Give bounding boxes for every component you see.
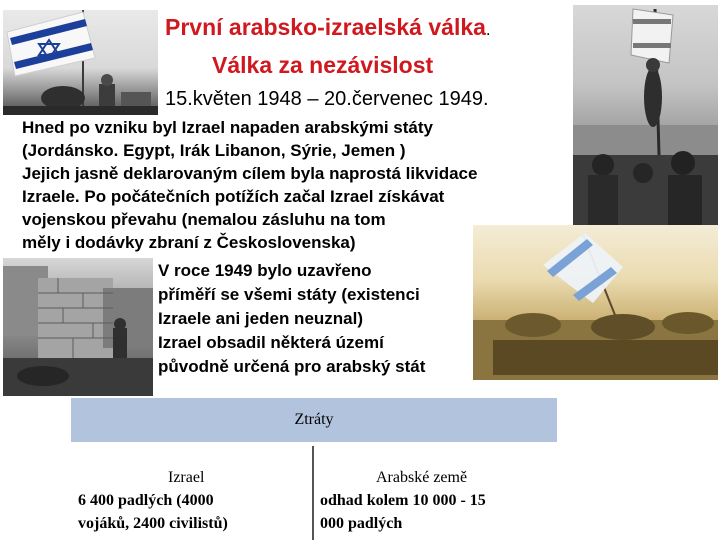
arab-losses-cell [320, 466, 486, 535]
body-line: Izraele ani jeden neuznal) [158, 309, 364, 328]
body-line: příměří se všemi státy (existenci [158, 285, 420, 304]
arab-losses-line: 000 padlých [320, 515, 403, 532]
flag-raising-photo [573, 5, 718, 230]
israel-losses-line: vojáků, 2400 civilistů) [78, 515, 228, 532]
body-line: Izraele. Po počátečních potížích začal Izrael získávat [22, 187, 445, 206]
title-period: . [485, 20, 491, 39]
desert-convoy-flag-photo [473, 225, 718, 380]
body-line: V roce 1949 bylo uzavřeno [158, 261, 372, 280]
body-line: (Jordánsko. Egypt, Irák Libanon, Sýrie, Jemen ) [22, 141, 406, 160]
arab-heading: Arabské země [376, 469, 468, 486]
losses-table-header [71, 398, 557, 442]
israel-losses-cell [78, 466, 228, 535]
stone-ruins-soldiers-photo [3, 258, 153, 396]
date-range: 15.květen 1948 – 20.červenec 1949. [165, 88, 489, 110]
israeli-flag-soldiers-photo [3, 10, 158, 115]
arab-losses-line: odhad kolem 10 000 - 15 [320, 492, 486, 509]
subtitle: Válka za nezávislost [212, 52, 434, 78]
table-column-divider [312, 446, 314, 540]
main-title-text: První arabsko-izraelská válka [165, 14, 486, 40]
body-line: Hned po vzniku byl Izrael napaden arabskými státy [22, 118, 433, 137]
body-line: vojenskou převahu (nemalou zásluhu na tom [22, 210, 386, 229]
body-line: původně určená pro arabský stát [158, 357, 426, 376]
body-line: Jejich jasně deklarovaným cílem byla naprostá likvidace [22, 164, 478, 183]
losses-table-header-label: Ztráty [294, 411, 334, 428]
body-line: měly i dodávky zbraní z Československa) [22, 233, 356, 252]
israel-losses-line: 6 400 padlých (4000 [78, 492, 214, 509]
israel-heading: Izrael [168, 469, 205, 486]
main-title [165, 14, 491, 41]
body-line: Izrael obsadil některá území [158, 333, 384, 352]
